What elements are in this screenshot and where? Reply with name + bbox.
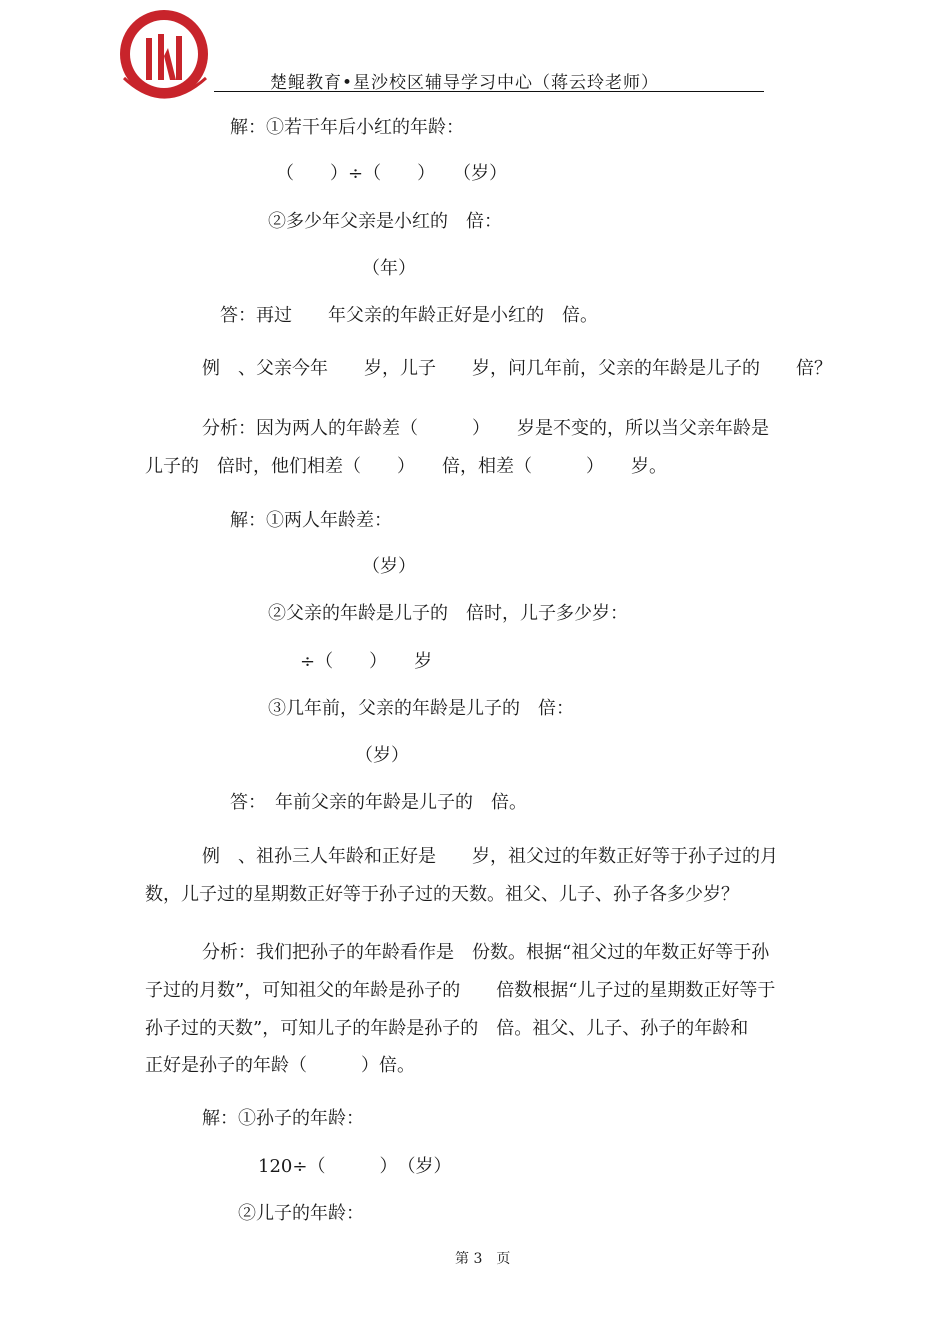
line: 例 、父亲今年 岁，儿子 岁，问几年前，父亲的年龄是儿子的 倍？ [202,358,832,379]
line: 例 、祖孙三人年龄和正好是 岁，祖父过的年数正好等于孙子过的月 [202,846,778,867]
line: ②父亲的年龄是儿子的 倍时，儿子多少岁： [268,603,628,624]
line: 解：①若干年后小红的年龄： [230,117,464,138]
line: 答：再过 年父亲的年龄正好是小红的 倍。 [220,305,598,326]
header-title: 楚鲲教育•星沙校区辅导学习中心（蒋云玲老师） [270,73,660,93]
header-divider [214,91,764,92]
line: 解：①孙子的年龄： [202,1108,364,1129]
line: ②多少年父亲是小红的 倍： [268,211,502,232]
line: （ ）÷（ ） （岁） [276,163,508,184]
line: 子过的月数”，可知祖父的年龄是孙子的 倍数根据“儿子过的星期数正好等于 [145,980,776,1001]
line: （年） [362,258,416,279]
line: 解：①两人年龄差： [230,510,392,531]
line: （岁） [362,556,416,577]
logo [118,8,210,112]
page-number: 第 3 页 [455,1251,511,1267]
line: 120÷（ ） （岁） [258,1156,452,1177]
line: 答： 年前父亲的年龄是儿子的 倍。 [230,792,527,813]
line: 儿子的 倍时，他们相差（ ） 倍，相差（ ） 岁。 [145,456,667,477]
line: ③几年前，父亲的年龄是儿子的 倍： [268,698,574,719]
line: （岁） [355,745,409,766]
line: 数，儿子过的星期数正好等于孙子过的天数。祖父、儿子、孙子各多少岁？ [145,884,739,905]
line: 正好是孙子的年龄（ ）倍。 [145,1055,415,1076]
line: 分析：因为两人的年龄差（ ） 岁是不变的，所以当父亲年龄是 [202,418,769,439]
line: ②儿子的年龄： [238,1203,364,1224]
line: 孙子过的天数”，可知儿子的年龄是孙子的 倍。祖父、儿子、孙子的年龄和 [145,1018,749,1039]
line: 分析：我们把孙子的年龄看作是 份数。根据“祖父过的年数正好等于孙 [202,942,770,963]
line: ÷（ ） 岁 [300,651,433,672]
